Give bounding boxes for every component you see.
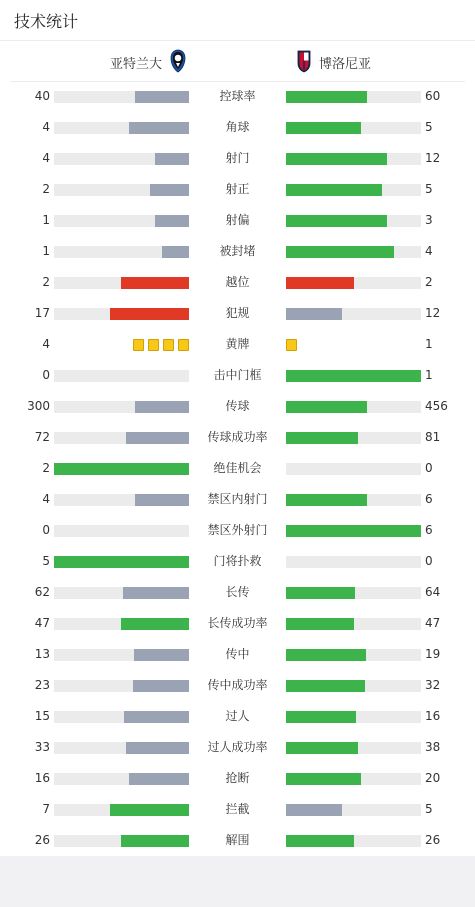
yellow-card-icon [286, 339, 297, 351]
away-stat-value: 1 [425, 368, 433, 382]
away-stat-value: 5 [425, 182, 433, 196]
home-yellow-cards [133, 339, 189, 351]
away-stat-bar-track [286, 91, 421, 103]
away-stat-bar-track [286, 308, 421, 320]
stat-row [0, 329, 475, 360]
home-stat-value: 26 [34, 833, 50, 847]
home-stat-bar-fill [135, 91, 189, 103]
away-stat-bar-track [286, 773, 421, 785]
away-stat-bar-track [286, 711, 421, 723]
stat-row [0, 453, 475, 484]
home-stat-bar-track [54, 680, 189, 692]
home-stat-bar-track [54, 773, 189, 785]
home-stat-value: 5 [42, 554, 50, 568]
away-stat-value: 38 [425, 740, 441, 754]
away-stat-bar-track [286, 525, 421, 537]
home-stat-bar-track [54, 277, 189, 289]
home-stat-value: 4 [42, 120, 50, 134]
stat-row [0, 205, 475, 236]
away-stat-bar-fill [286, 618, 354, 630]
home-stat-bar-fill [121, 618, 189, 630]
home-stat-bar-fill [150, 184, 189, 196]
home-stat-bar-fill [126, 742, 189, 754]
stat-row [0, 608, 475, 639]
home-stat-bar-track [54, 370, 189, 382]
stat-label: 拦截 [225, 802, 250, 816]
away-stat-bar-track [286, 556, 421, 568]
away-stat-value: 32 [425, 678, 441, 692]
away-stat-bar-fill [286, 91, 367, 103]
home-stat-value: 2 [42, 182, 50, 196]
home-stat-bar-track [54, 742, 189, 754]
away-stat-bar-fill [286, 122, 361, 134]
away-stat-bar-fill [286, 742, 358, 754]
home-stat-bar-fill [155, 153, 189, 165]
away-stat-bar-fill [286, 215, 387, 227]
away-stat-bar-track [286, 122, 421, 134]
stats-list [0, 81, 475, 856]
away-stat-value: 20 [425, 771, 441, 785]
away-stat-value: 3 [425, 213, 433, 227]
home-stat-bar-fill [124, 711, 189, 723]
stat-label: 犯规 [225, 306, 250, 320]
home-stat-bar-track [54, 122, 189, 134]
stat-row [0, 174, 475, 205]
home-stat-bar-track [54, 463, 189, 475]
away-stat-bar-fill [286, 835, 354, 847]
yellow-card-icon [133, 339, 144, 351]
home-stat-bar-track [54, 308, 189, 320]
atalanta-logo-icon [170, 49, 186, 73]
home-stat-bar-fill [123, 587, 189, 599]
away-stat-bar-fill [286, 804, 342, 816]
stat-row [0, 298, 475, 329]
home-stat-value: 23 [34, 678, 50, 692]
home-stat-bar-track [54, 835, 189, 847]
home-stat-bar-fill [121, 277, 189, 289]
home-stat-bar-fill [126, 432, 189, 444]
home-stat-bar-track [54, 432, 189, 444]
away-stat-bar-fill [286, 246, 394, 258]
stat-label: 击中门框 [213, 368, 262, 382]
away-stat-value: 12 [425, 306, 441, 320]
away-stat-bar-fill [286, 494, 367, 506]
home-stat-value: 17 [34, 306, 50, 320]
stat-label: 传球 [225, 399, 250, 413]
stat-row [0, 81, 475, 112]
away-stat-bar-track [286, 463, 421, 475]
stat-row [0, 422, 475, 453]
away-stat-bar-track [286, 432, 421, 444]
stat-label: 射正 [225, 182, 250, 196]
stat-row [0, 825, 475, 856]
home-stat-bar-track [54, 804, 189, 816]
away-yellow-cards [286, 339, 297, 351]
home-stat-value: 1 [42, 213, 50, 227]
away-stat-bar-track [286, 835, 421, 847]
away-stat-bar-fill [286, 153, 387, 165]
stat-label: 控球率 [219, 89, 256, 103]
away-stat-value: 16 [425, 709, 441, 723]
away-stat-bar-fill [286, 525, 421, 537]
away-stat-bar-fill [286, 184, 382, 196]
home-stat-bar-fill [135, 401, 189, 413]
home-stat-value: 300 [27, 399, 50, 413]
home-stat-value: 72 [34, 430, 50, 444]
away-stat-value: 81 [425, 430, 441, 444]
stat-row [0, 112, 475, 143]
page-title: 技术统计 [14, 12, 79, 31]
away-stat-bar-fill [286, 587, 355, 599]
home-stat-bar-track [54, 153, 189, 165]
stat-label: 传中 [225, 647, 250, 661]
away-stat-value: 2 [425, 275, 433, 289]
stat-label: 绝佳机会 [213, 461, 262, 475]
stat-row [0, 577, 475, 608]
home-stat-bar-fill [129, 773, 189, 785]
away-stat-bar-track [286, 618, 421, 630]
home-stat-bar-fill [54, 463, 189, 475]
home-stat-value: 4 [42, 151, 50, 165]
away-stat-value: 4 [425, 244, 433, 258]
home-stat-value: 33 [34, 740, 50, 754]
stat-row [0, 267, 475, 298]
home-stat-bar-track [54, 649, 189, 661]
stat-label: 传球成功率 [207, 430, 268, 444]
stat-label: 传中成功率 [207, 678, 268, 692]
away-stat-value: 0 [425, 461, 433, 475]
home-stat-value: 2 [42, 275, 50, 289]
home-stat-bar-track [54, 91, 189, 103]
stat-row [0, 236, 475, 267]
away-stat-bar-fill [286, 277, 354, 289]
stat-row [0, 670, 475, 701]
stat-row [0, 143, 475, 174]
home-team-name: 亚特兰大 [109, 57, 162, 72]
home-stat-value: 16 [34, 771, 50, 785]
stat-label: 角球 [225, 120, 250, 134]
away-stat-value: 60 [425, 89, 441, 103]
away-stat-value: 5 [425, 120, 433, 134]
away-stat-bar-track [286, 494, 421, 506]
stat-row [0, 546, 475, 577]
away-stat-bar-fill [286, 308, 342, 320]
home-stat-bar-track [54, 184, 189, 196]
stat-row [0, 360, 475, 391]
stat-label: 解围 [225, 833, 250, 847]
stat-label: 射门 [225, 151, 250, 165]
away-stat-bar-fill [286, 649, 366, 661]
stat-label: 长传成功率 [207, 616, 268, 630]
home-stat-bar-fill [133, 680, 189, 692]
stat-row [0, 639, 475, 670]
away-stat-bar-track [286, 215, 421, 227]
away-stat-value: 12 [425, 151, 441, 165]
stat-row [0, 701, 475, 732]
home-stat-value: 13 [34, 647, 50, 661]
home-stat-bar-fill [155, 215, 189, 227]
stat-row [0, 391, 475, 422]
home-stat-value: 0 [42, 523, 50, 537]
home-stat-value: 62 [34, 585, 50, 599]
home-stat-value: 47 [34, 616, 50, 630]
away-stat-value: 0 [425, 554, 433, 568]
home-stat-bar-fill [162, 246, 189, 258]
stat-label: 长传 [225, 585, 250, 599]
away-stat-bar-track [286, 742, 421, 754]
stat-row [0, 732, 475, 763]
home-stat-bar-track [54, 494, 189, 506]
stat-label: 被封堵 [219, 244, 256, 258]
away-stat-bar-track [286, 370, 421, 382]
home-stat-value: 1 [42, 244, 50, 258]
yellow-card-icon [148, 339, 159, 351]
stat-label: 黄牌 [225, 337, 250, 351]
home-stat-bar-track [54, 215, 189, 227]
home-stat-value: 4 [42, 337, 50, 351]
home-stat-bar-fill [54, 556, 189, 568]
away-stat-value: 19 [425, 647, 441, 661]
away-stat-bar-track [286, 184, 421, 196]
away-stat-bar-track [286, 804, 421, 816]
away-stat-bar-fill [286, 680, 365, 692]
home-stat-bar-fill [110, 308, 189, 320]
home-stat-bar-fill [134, 649, 189, 661]
stat-label: 门将扑救 [213, 554, 262, 568]
away-stat-value: 64 [425, 585, 441, 599]
home-stat-bar-track [54, 401, 189, 413]
home-stat-value: 4 [42, 492, 50, 506]
home-stat-bar-fill [135, 494, 189, 506]
stat-label: 过人 [225, 709, 250, 723]
stat-label: 越位 [225, 275, 250, 289]
stat-row [0, 794, 475, 825]
home-stat-value: 40 [34, 89, 50, 103]
away-stat-bar-fill [286, 370, 421, 382]
away-stat-bar-track [286, 680, 421, 692]
away-stat-bar-track [286, 401, 421, 413]
stat-row [0, 763, 475, 794]
stat-label: 禁区外射门 [207, 523, 268, 537]
away-stat-bar-track [286, 649, 421, 661]
away-stat-bar-fill [286, 711, 356, 723]
home-stat-value: 2 [42, 461, 50, 475]
away-stat-bar-fill [286, 773, 361, 785]
team-header [0, 41, 475, 81]
away-stat-value: 456 [425, 399, 448, 413]
home-stat-bar-track [54, 246, 189, 258]
away-stat-bar-fill [286, 401, 367, 413]
away-stat-value: 6 [425, 523, 433, 537]
home-stat-value: 7 [42, 802, 50, 816]
stat-label: 禁区内射门 [207, 492, 268, 506]
stat-row [0, 484, 475, 515]
home-stat-bar-fill [129, 122, 189, 134]
home-stat-bar-track [54, 525, 189, 537]
home-stat-bar-track [54, 618, 189, 630]
home-stat-bar-fill [110, 804, 189, 816]
home-stat-value: 15 [34, 709, 50, 723]
away-stat-value: 5 [425, 802, 433, 816]
home-stat-bar-track [54, 711, 189, 723]
away-stat-value: 26 [425, 833, 441, 847]
home-stat-value: 0 [42, 368, 50, 382]
stat-label: 射偏 [225, 213, 250, 227]
home-stat-bar-fill [121, 835, 189, 847]
stat-row [0, 515, 475, 546]
away-stat-bar-track [286, 587, 421, 599]
yellow-card-icon [163, 339, 174, 351]
away-stat-value: 6 [425, 492, 433, 506]
home-stat-bar-track [54, 556, 189, 568]
away-team-name: 博洛尼亚 [319, 57, 372, 72]
away-stat-bar-track [286, 277, 421, 289]
away-stat-value: 1 [425, 337, 433, 351]
home-stat-bar-track [54, 587, 189, 599]
bologna-logo-icon [296, 49, 312, 73]
stat-label: 过人成功率 [207, 740, 268, 754]
away-stat-bar-track [286, 153, 421, 165]
stat-label: 抢断 [225, 771, 250, 785]
yellow-card-icon [178, 339, 189, 351]
away-stat-bar-fill [286, 432, 358, 444]
away-stat-bar-track [286, 246, 421, 258]
away-stat-value: 47 [425, 616, 441, 630]
